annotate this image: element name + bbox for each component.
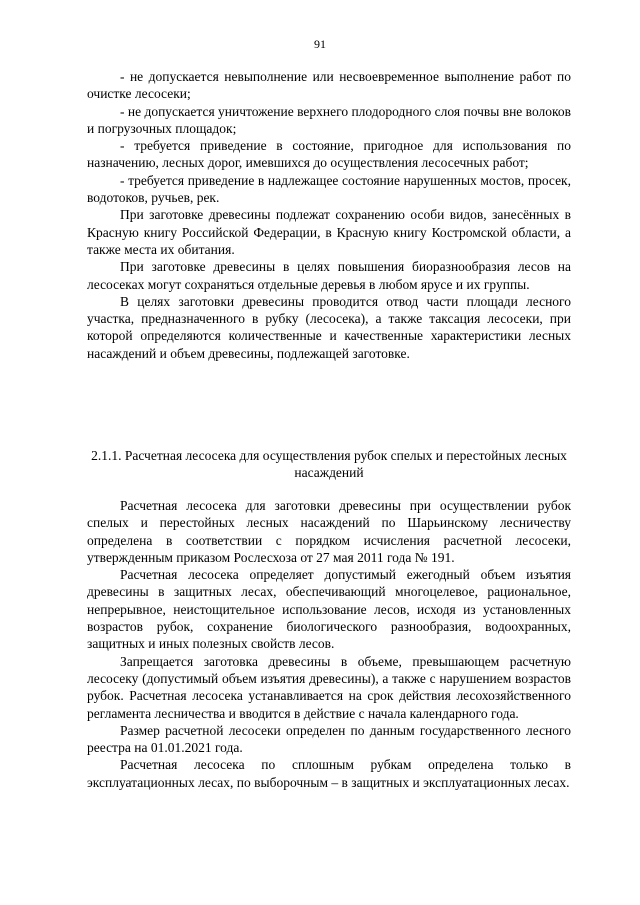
section-heading: 2.1.1. Расчетная лесосека для осуществления рубок спелых и перестойных лесных насаждений — [91, 448, 567, 481]
paragraph: - требуется приведение в надлежащее состояние нарушенных мостов, просек, водотоков, ручьев, рек. — [87, 172, 571, 206]
paragraph: При заготовке древесины в целях повышения биоразнообразия лесов на лесосеках могут сохраняться отдельные деревья в любом ярусе и их группы. — [87, 259, 571, 292]
paragraph: При заготовке древесины подлежат сохранению особи видов, занесённых в Красную книгу Российской Федерации, в Красную книгу Костромской области, а также места их обитания. — [87, 207, 571, 257]
paragraph: - не допускается невыполнение или несвоевременное выполнение работ по очистке лесосеки; — [87, 69, 571, 102]
text-block-requirements — [87, 68, 571, 362]
paragraph: Расчетная лесосека определяет допустимый ежегодный объем изъятия древесины в защитных лесах, обеспечивающий многоцелевое, рациональное, непрерывное, неистощительное использование лесов, исходя из установленных возрастов рубок, сохранение биологического разнообразия, водоохранных, защитных и иных полезных свойств лесов. — [87, 567, 571, 652]
paragraph: Запрещается заготовка древесины в объеме, превышающем расчетную лесосеку (допустимый объем изъятия древесины), а также с нарушением возрастов рубок. Расчетная лесосека устанавливается на срок действия лесохозяйственного регламента лесничества и вводится в действие с начала календарного года. — [87, 653, 571, 721]
page-number: 91 — [314, 37, 326, 51]
paragraph: Расчетная лесосека по сплошным рубкам определена только в эксплуатационных лесах, по выборочным – в защитных и эксплуатационных лесах. — [87, 757, 571, 790]
text-block-allowable-cut — [87, 497, 571, 791]
paragraph: Размер расчетной лесосеки определен по данным государственного лесного реестра на 01.01.2021 года. — [87, 722, 571, 756]
paragraph: - требуется приведение в состояние, пригодное для использования по назначению, лесных дорог, имевшихся до осуществления лесосечных работ; — [87, 138, 571, 171]
paragraph: - не допускается уничтожение верхнего плодородного слоя почвы вне волоков и погрузочных площадок; — [87, 103, 572, 136]
paragraph: В целях заготовки древесины проводится отвод части площади лесного участка, предназначенного в рубку (лесосека), а также таксация лесосеки, при которой определяются количественные и качественные характеристики лесных насаждений и объем древесины, подлежащей заготовке. — [87, 293, 571, 361]
paragraph: Расчетная лесосека для заготовки древесины при осуществлении рубок спелых и перестойных лесных насаждений по Шарьинскому лесничеству определена в соответствии с порядком исчисления расчетной лесосеки, утвержденным приказом Рослесхоза от 27 мая 2011 года № 191. — [87, 498, 571, 565]
